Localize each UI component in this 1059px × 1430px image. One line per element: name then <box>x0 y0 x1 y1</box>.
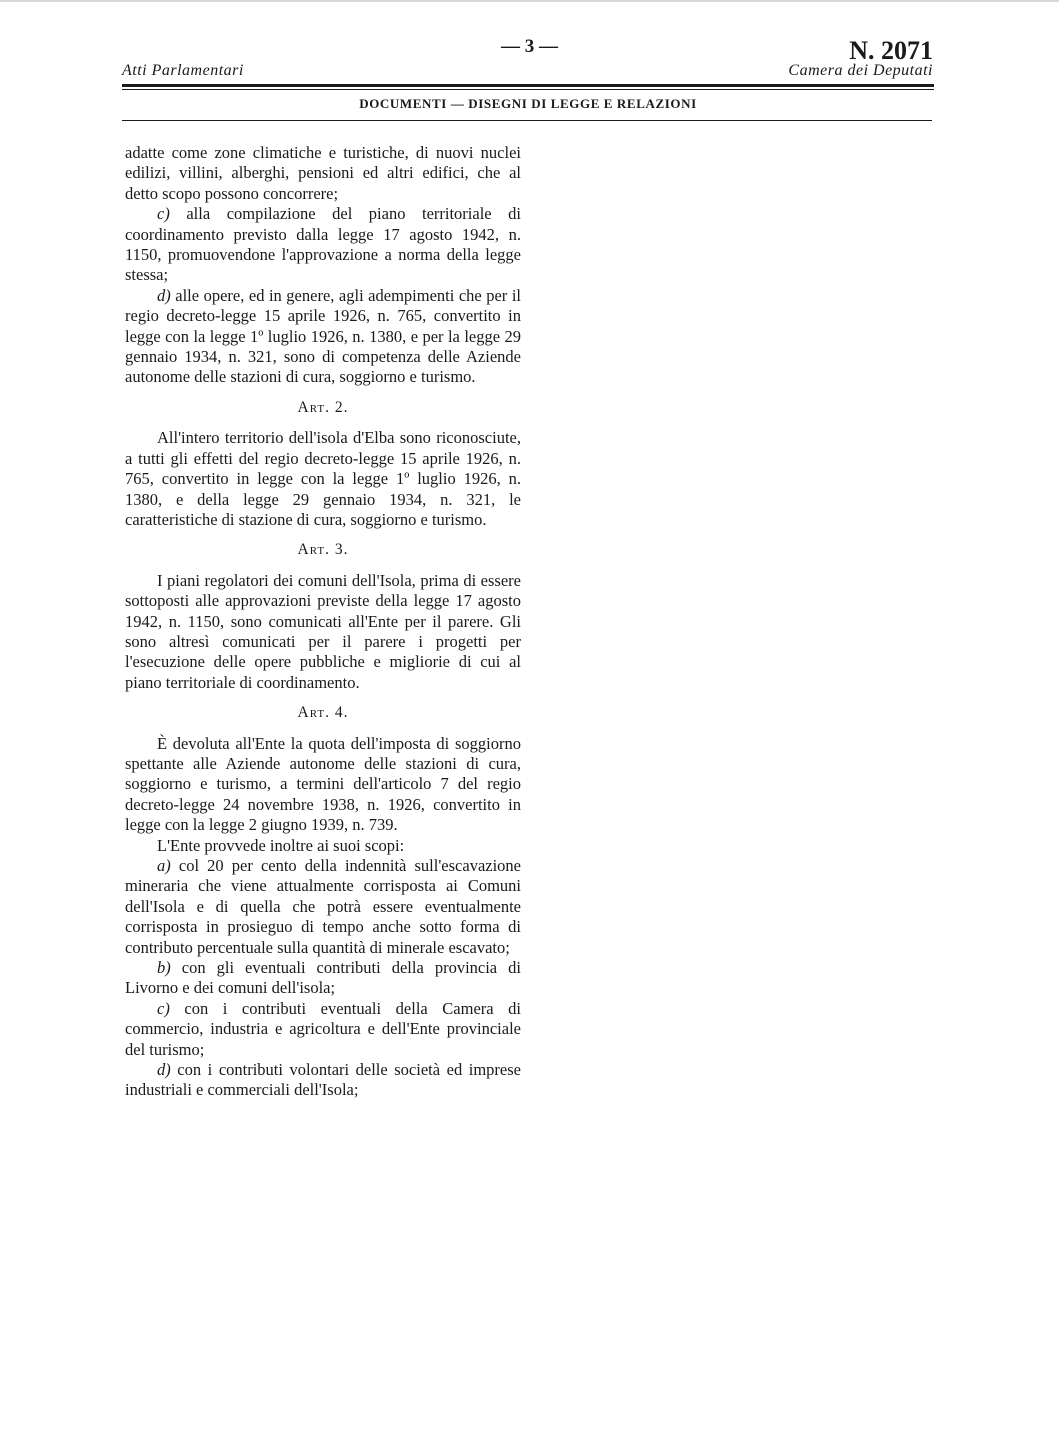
document-number: N. 2071 <box>849 36 933 65</box>
header-rule-thick <box>122 84 934 87</box>
header-right-title: Camera dei Deputati <box>788 62 933 79</box>
text-column <box>125 143 521 1101</box>
article-4-item-d-letter: d) <box>157 1060 171 1080</box>
header-rule-thin <box>122 89 934 90</box>
item-c-text: alla compilazione del piano territoriale di coordinamento previsto dalla legge 17 agosto 1942, n. 1150, promuovendone l'approvazione a norma della legge stessa; <box>125 204 521 285</box>
article-4-item-c-text: con i contributi eventuali della Camera di commercio, industria e agricoltura e dell'Ente provinciale del turismo; <box>125 998 521 1059</box>
item-c-paragraph <box>125 204 521 286</box>
item-c-letter: c) <box>157 204 170 224</box>
article-4-item-b-letter: b) <box>157 958 171 978</box>
article-2-heading: Art. 2. <box>297 398 349 416</box>
page-edge <box>0 0 1059 2</box>
article-4-item-a-text: col 20 per cento della indennità sull'escavazione mineraria che viene attualmente corrisposta ai Comuni dell'Isola e di quella che potrà essere eventualmente corrisposta in prosieguo di tempo anche sotto forma di contributo percentuale sulla quantità di minerale escavato; <box>125 856 521 957</box>
article-4-provides: L'Ente provvede inoltre ai suoi scopi: <box>157 835 405 855</box>
article-4-item-c-letter: c) <box>157 998 170 1018</box>
article-4-item-a <box>125 856 521 958</box>
section-title: DOCUMENTI — DISEGNI DI LEGGE E RELAZIONI <box>359 96 697 111</box>
article-3-heading: Art. 3. <box>297 541 349 559</box>
article-4-item-b-text: con gli eventuali contributi della provincia di Livorno e dei comuni dell'isola; <box>125 958 521 998</box>
article-4-item-a-letter: a) <box>157 856 171 875</box>
article-4-paragraph: È devoluta all'Ente la quota dell'imposta di soggiorno spettante alle Aziende autonome delle stazioni di cura, soggiorno e turismo, a termini dell'articolo 7 del regio decreto-legge 24 novembre 1938, n. 1926, convertito in legge con la legge 2 giugno 1939, n. 739. <box>125 733 521 835</box>
item-d-paragraph <box>125 286 521 388</box>
item-d-text: alle opere, ed in genere, agli adempimenti che per il regio decreto-legge 15 aprile 1926, n. 765, convertito in legge con la legge 1º luglio 1926, n. 1380, e per la legge 29 gennaio 1934, n. 321, sono di competenza delle Aziende autonome delle stazioni di cura, soggiorno e turismo. <box>125 285 521 387</box>
article-2-paragraph: All'intero territorio dell'isola d'Elba sono riconosciute, a tutti gli effetti del regio decreto-legge 15 aprile 1926, n. 765, convertito in legge con la legge 1º luglio 1926, n. 1380, e della legge 29 gennaio 1934, n. 321, le caratteristiche di stazione di cura, soggiorno e turismo. <box>125 428 521 529</box>
article-4-item-c <box>125 999 521 1060</box>
article-3-paragraph: I piani regolatori dei comuni dell'Isola, prima di essere sottoposti alle approvazioni previste della legge 17 agosto 1942, n. 1150, sono comunicati all'Ente per il parere. Gli sono altresì comunicati per il parere i progetti per l'esecuzione delle opere pubbliche e migliorie di cui al piano territoriale di coordinamento. <box>125 570 521 692</box>
article-4-item-d-text: con i contributi volontari delle società ed imprese industriali e commerciali dell'Isola; <box>125 1060 521 1100</box>
article-4-heading: Art. 4. <box>297 704 349 722</box>
article-4-item-b <box>125 958 521 999</box>
article-4-item-d <box>125 1060 521 1101</box>
section-rule <box>122 120 932 121</box>
intro-paragraph: adatte come zone climatiche e turistiche, di nuovi nuclei edilizi, villini, alberghi, pensioni ed altri edifici, che al detto scopo possono concorrere; <box>125 143 521 203</box>
header-left-title: Atti Parlamentari <box>122 62 244 79</box>
page-number: — 3 — <box>501 36 558 57</box>
item-d-letter: d) <box>157 285 171 305</box>
